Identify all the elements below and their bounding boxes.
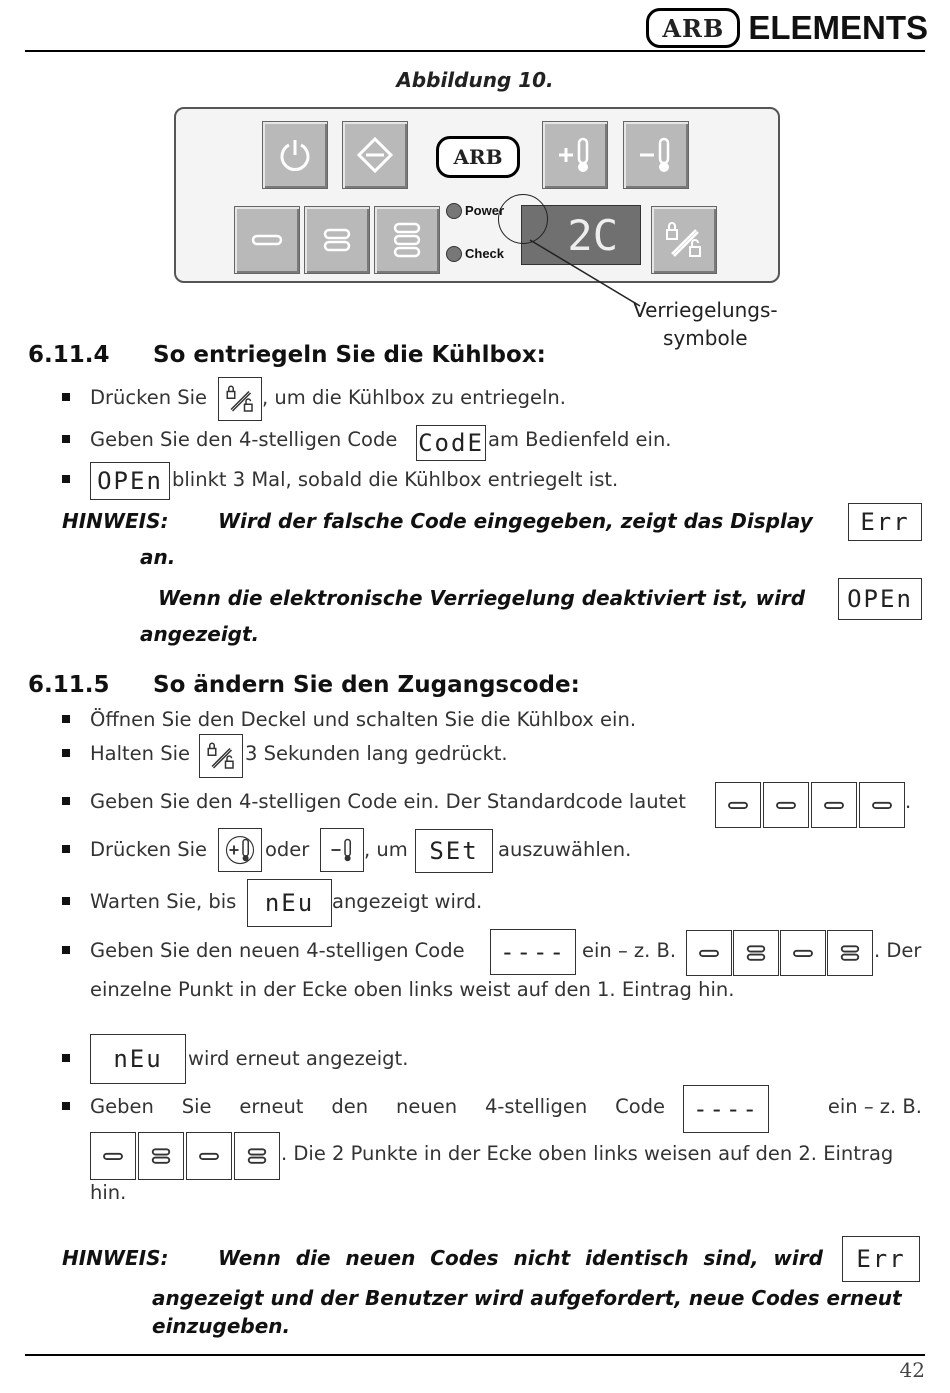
- bullet-square: [62, 1102, 70, 1110]
- bullet-text-cont: oder: [265, 838, 310, 861]
- note-text: Wenn die neuen Codes nicht identisch sind, wird: [218, 1246, 823, 1270]
- temperature-display: 2C: [521, 205, 641, 265]
- word: Code: [615, 1095, 665, 1118]
- arb-logo-badge: ARB: [646, 8, 740, 48]
- section-title: So ändern Sie den Zugangscode:: [153, 672, 580, 698]
- bullet-square: [62, 475, 70, 483]
- bullet-text-cont: auszuwählen.: [498, 838, 632, 861]
- bullet-item: [62, 838, 207, 861]
- bullet-text-cont: am Bedienfeld ein.: [488, 428, 672, 451]
- note-label: HINWEIS:: [62, 509, 169, 533]
- callout-line-2: symbole: [663, 326, 748, 350]
- bullet-item: [62, 790, 686, 813]
- bullet-text-cont: wird erneut angezeigt.: [188, 1047, 409, 1070]
- word: 4-stelligen: [484, 1095, 588, 1118]
- note-text: Wenn die elektronische Verriegelung deaktiviert ist, wird: [158, 586, 806, 610]
- bullet-square: [62, 435, 70, 443]
- one-bar-icon: [819, 790, 849, 820]
- code-key-2: [827, 930, 873, 976]
- word: erneut: [239, 1095, 304, 1118]
- power-led-label: Power: [465, 203, 505, 218]
- lcd-new: nEu: [247, 879, 332, 927]
- temp-down-key-icon: [320, 828, 364, 872]
- bullet-text: Öffnen Sie den Deckel und schalten Sie die Kühlbox ein.: [90, 708, 637, 731]
- note-text: an.: [140, 545, 176, 569]
- bullet-square: [62, 749, 70, 757]
- code-key-1: [686, 930, 732, 976]
- note-text: angezeigt und der Benutzer wird aufgefordert, neue Codes erneut: [152, 1286, 902, 1310]
- lcd-err: Err: [842, 1236, 920, 1282]
- check-led-label: Check: [465, 246, 505, 261]
- bullet-square: [62, 897, 70, 905]
- bullet-text-cont: . Der: [874, 939, 922, 962]
- code-key-1: [186, 1132, 232, 1180]
- bullet-text-cont: ein – z. B.: [827, 1095, 922, 1118]
- thermometer-minus-icon: [327, 835, 357, 865]
- code-key-1: [811, 782, 857, 828]
- section-number: 6.11.4: [28, 342, 110, 368]
- bullet-text-cont: , um: [364, 838, 408, 861]
- code-key-2: [733, 930, 779, 976]
- bullet-text: Drücken Sie: [90, 386, 208, 409]
- lock-symbols-callout: [633, 296, 778, 352]
- bullet-text-cont: hin.: [90, 1181, 127, 1204]
- bullet-text: Drücken Sie: [90, 838, 208, 861]
- lcd-dashes: ----: [490, 929, 576, 975]
- section-title: So entriegeln Sie die Kühlbox:: [153, 342, 546, 368]
- caption-text: Abbildung 10.: [396, 68, 554, 92]
- code-key-1: [780, 930, 826, 976]
- bullet-item: [62, 386, 207, 409]
- bullet-text: Geben Sie den 4-stelligen Code ein. Der Standardcode lautet: [90, 790, 686, 813]
- code-key-1: [90, 1132, 136, 1180]
- word: Sie: [181, 1095, 212, 1118]
- bullet-text-cont: . Die 2 Punkte in der Ecke oben links weisen auf den 2. Eintrag: [281, 1142, 894, 1165]
- panel-arb-logo: ARB: [436, 136, 520, 178]
- note-text: einzugeben.: [152, 1314, 291, 1338]
- bullet-square: [62, 393, 70, 401]
- lock-unlock-icon: [206, 741, 236, 771]
- bullet-square: [62, 715, 70, 723]
- bullet-item: [62, 708, 636, 731]
- one-bar-icon: [694, 938, 724, 968]
- lcd-dashes: ----: [683, 1085, 769, 1133]
- bullet-text-cont: einzelne Punkt in der Ecke oben links weist auf den 1. Eintrag hin.: [90, 978, 735, 1001]
- word: den: [331, 1095, 369, 1118]
- bullet-square: [62, 845, 70, 853]
- bullet-text: Warten Sie, bis: [90, 890, 237, 913]
- code-key-1: [715, 782, 761, 828]
- note-label: HINWEIS:: [62, 1246, 169, 1270]
- bullet-text-cont: angezeigt wird.: [332, 890, 483, 913]
- one-bar-icon: [771, 790, 801, 820]
- footer-rule: [25, 1354, 925, 1356]
- lcd-err: Err: [848, 503, 922, 541]
- lock-key-icon: [199, 734, 243, 778]
- bullet-text-cont: .: [905, 790, 912, 813]
- bullet-item: [62, 890, 236, 913]
- two-bars-icon: [835, 938, 865, 968]
- two-bars-icon: [242, 1141, 272, 1171]
- bullet-text: Geben Sie den neuen 4-stelligen Code: [90, 939, 465, 962]
- lcd-set: SEt: [415, 829, 493, 873]
- bullet-text-cont: , um die Kühlbox zu entriegeln.: [262, 386, 566, 409]
- one-bar-icon: [723, 790, 753, 820]
- bullet-item: [62, 428, 397, 451]
- section-heading-6-11-4: [28, 342, 546, 368]
- callout-line-1: Verriegelungs-: [633, 298, 778, 322]
- bullet-text-cont: ein – z. B.: [582, 939, 677, 962]
- bullet-item: [62, 468, 90, 491]
- code-key-1: [859, 782, 905, 828]
- bullet-text-cont: blinkt 3 Mal, sobald die Kühlbox entriegelt ist.: [172, 468, 619, 491]
- lcd-new: nEu: [90, 1034, 186, 1084]
- bullet-text: Halten Sie: [90, 742, 191, 765]
- bullet-item: [62, 939, 465, 962]
- temp-up-key-icon: [218, 828, 262, 872]
- lcd-open: OPEn: [838, 578, 922, 620]
- bullet-item: [62, 1047, 90, 1070]
- code-key-1: [763, 782, 809, 828]
- bullet-item: [62, 742, 190, 765]
- one-bar-icon: [788, 938, 818, 968]
- lock-unlock-icon: [225, 384, 255, 414]
- word: Geben: [90, 1095, 154, 1118]
- code-key-2: [234, 1132, 280, 1180]
- bullet-square: [62, 946, 70, 954]
- bullet-text-cont: 3 Sekunden lang gedrückt.: [245, 742, 508, 765]
- bullet-square: [62, 1054, 70, 1062]
- one-bar-icon: [867, 790, 897, 820]
- two-bars-icon: [741, 938, 771, 968]
- one-bar-icon: [194, 1141, 224, 1171]
- brand-name: ELEMENTS: [748, 9, 928, 46]
- section-heading-6-11-5: [28, 672, 580, 698]
- word: neuen: [395, 1095, 458, 1118]
- bullet-justified-words: [90, 1095, 665, 1118]
- lcd-open: OPEn: [90, 462, 170, 500]
- lock-key-icon: [218, 377, 262, 421]
- lcd-code: CodE: [416, 425, 486, 461]
- callout-line: [0, 0, 950, 330]
- note-text: angezeigt.: [140, 622, 260, 646]
- two-bars-icon: [146, 1141, 176, 1171]
- one-bar-icon: [98, 1141, 128, 1171]
- bullet-square: [62, 797, 70, 805]
- thermometer-plus-icon: [225, 835, 255, 865]
- bullet-text: Geben Sie den 4-stelligen Code: [90, 428, 398, 451]
- section-number: 6.11.5: [28, 672, 110, 698]
- page-number: 42: [899, 1358, 925, 1382]
- note-text: Wird der falsche Code eingegeben, zeigt das Display: [218, 509, 813, 533]
- bullet-item: [62, 1095, 90, 1118]
- code-key-2: [138, 1132, 184, 1180]
